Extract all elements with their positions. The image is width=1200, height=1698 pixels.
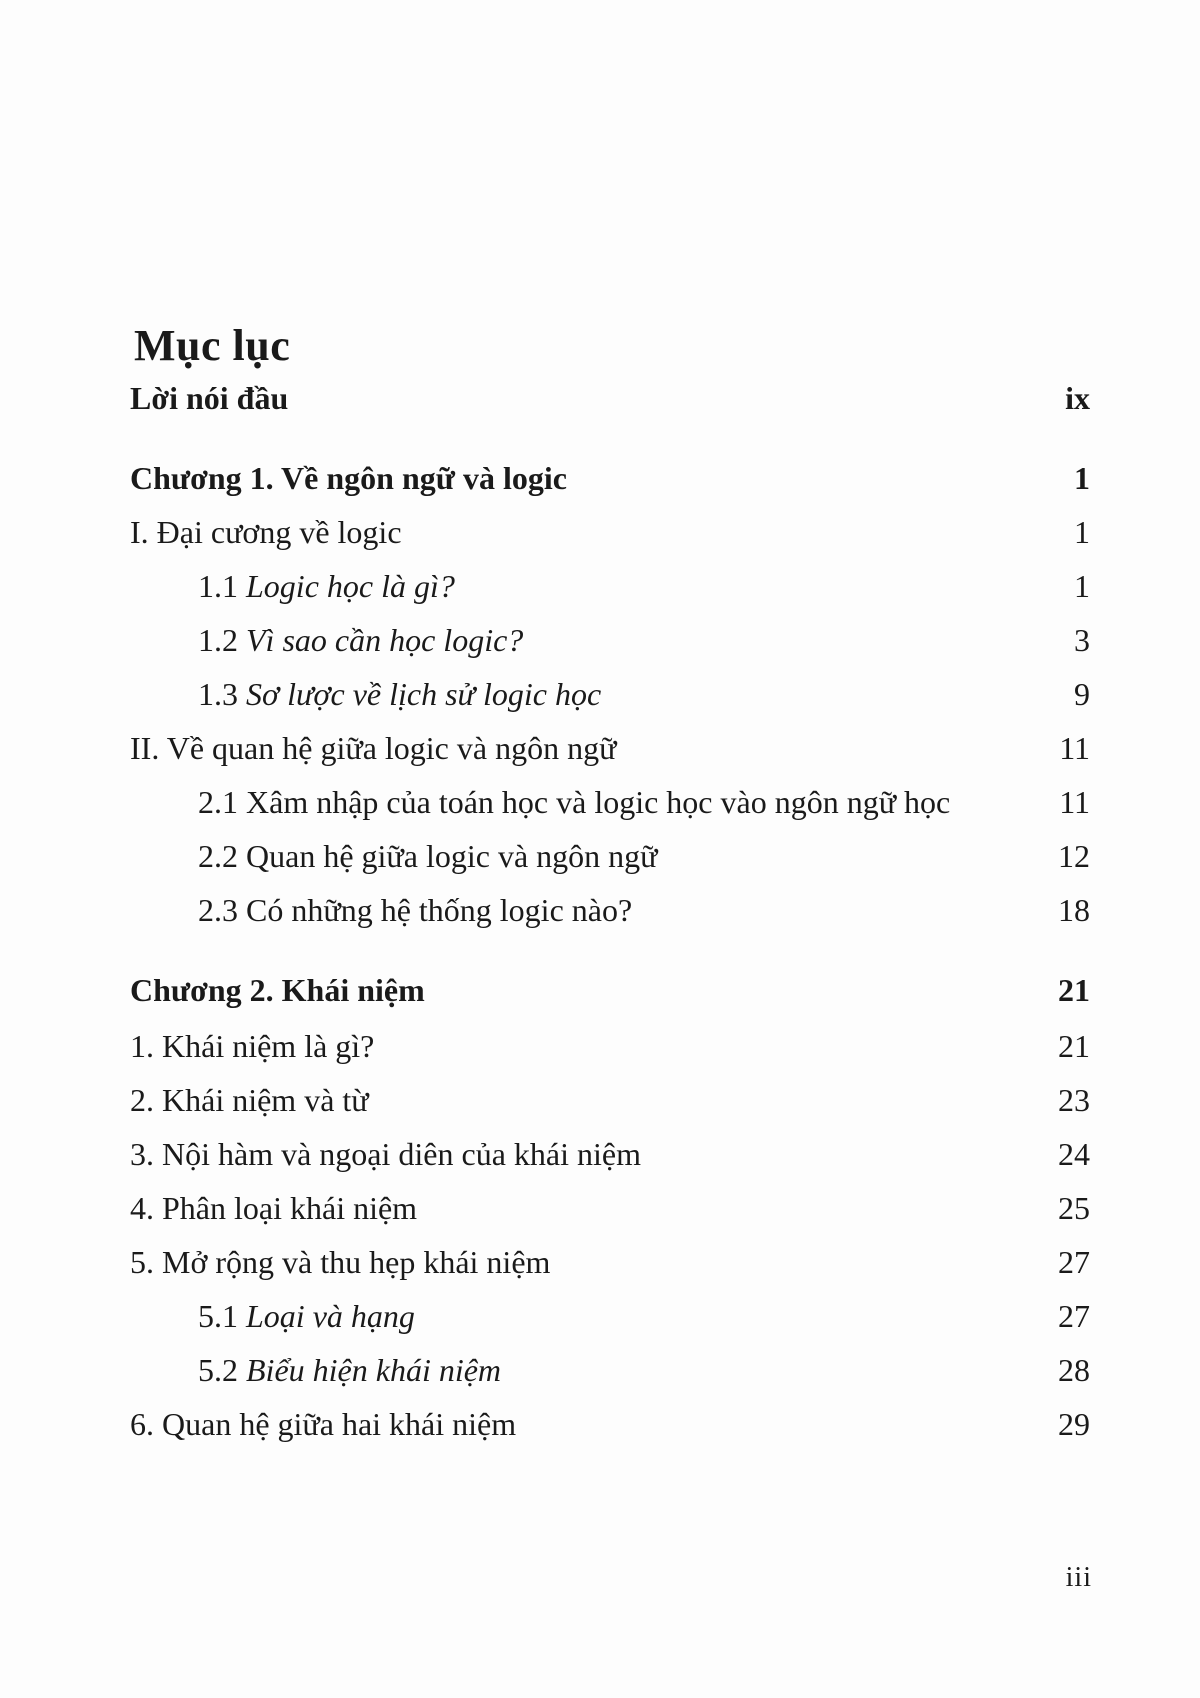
toc-entry-page: 29 xyxy=(1058,1406,1090,1442)
toc-entry-number: 1.1 xyxy=(198,568,238,604)
toc-entry-page: 28 xyxy=(1058,1352,1090,1388)
toc-entry-title: Vì sao cần học logic? xyxy=(246,622,524,658)
toc-entry-label xyxy=(198,831,657,881)
toc-entry-page: 1 xyxy=(1074,460,1090,496)
toc-entry xyxy=(130,669,1090,719)
toc-entry xyxy=(130,1075,1090,1125)
toc-entry-label: Chương 2. Khái niệm xyxy=(130,972,425,1008)
toc-entry-label xyxy=(198,561,455,611)
toc-entry-label xyxy=(198,885,632,935)
toc-entry-title: Quan hệ giữa logic và ngôn ngữ xyxy=(246,838,658,874)
toc-entry-label: Lời nói đầu xyxy=(130,380,289,416)
toc-entry-title: Logic học là gì? xyxy=(246,568,455,604)
toc-entry-page: 9 xyxy=(1074,676,1090,712)
toc-entry-label: 1. Khái niệm là gì? xyxy=(130,1028,375,1064)
toc-entry xyxy=(130,831,1090,881)
toc-entry-number: 1.2 xyxy=(198,622,238,658)
toc-entry-label: 4. Phân loại khái niệm xyxy=(130,1190,418,1226)
toc-entry-label xyxy=(198,1291,415,1341)
toc-entry-number: 2.3 xyxy=(198,892,238,928)
toc-entry-page: 3 xyxy=(1074,622,1090,658)
toc-entry-page: 18 xyxy=(1058,892,1090,928)
toc-entry xyxy=(130,373,1090,423)
toc-entry xyxy=(130,885,1090,935)
toc-entry-label xyxy=(198,669,601,719)
toc-entry xyxy=(130,1291,1090,1341)
toc-entry-label: 2. Khái niệm và từ xyxy=(130,1082,369,1118)
toc-entry-label: 6. Quan hệ giữa hai khái niệm xyxy=(130,1406,517,1442)
toc-entry-page: 11 xyxy=(1059,730,1090,766)
toc-entry-title: Xâm nhập của toán học và logic học vào ngôn ngữ học xyxy=(246,784,951,820)
toc-entry-page: 25 xyxy=(1058,1190,1090,1226)
toc-entry-number: 1.3 xyxy=(198,676,238,712)
toc-entry xyxy=(130,615,1090,665)
toc-entry-page: 24 xyxy=(1058,1136,1090,1172)
toc-entry-page: 23 xyxy=(1058,1082,1090,1118)
toc-entry-page: 1 xyxy=(1074,568,1090,604)
toc-entry-title: Sơ lược về lịch sử logic học xyxy=(246,676,602,712)
toc-entry-label: II. Về quan hệ giữa logic và ngôn ngữ xyxy=(130,730,617,766)
toc-entry-page: 1 xyxy=(1074,514,1090,550)
toc-entry xyxy=(130,453,1090,503)
toc-entry-label xyxy=(198,615,523,665)
toc-entry-title: Biểu hiện khái niệm xyxy=(246,1352,502,1388)
toc-entry-title: Có những hệ thống logic nào? xyxy=(246,892,633,928)
toc-entry-title: Loại và hạng xyxy=(246,1298,415,1334)
toc-entry xyxy=(130,723,1090,773)
toc-entry xyxy=(130,1237,1090,1287)
toc-entry xyxy=(130,1345,1090,1395)
toc-entry-label: I. Đại cương về logic xyxy=(130,514,402,550)
toc-entry-page: 12 xyxy=(1058,838,1090,874)
toc-entry-number: 2.2 xyxy=(198,838,238,874)
toc-entry xyxy=(130,777,1090,827)
toc-entry-page: 27 xyxy=(1058,1298,1090,1334)
toc-entry-number: 5.2 xyxy=(198,1352,238,1388)
toc-entry-page: 11 xyxy=(1059,784,1090,820)
toc-entry-label: 5. Mở rộng và thu hẹp khái niệm xyxy=(130,1244,551,1280)
toc-entry-number: 2.1 xyxy=(198,784,238,820)
toc-entry xyxy=(130,1129,1090,1179)
toc-entry-label xyxy=(198,777,950,827)
toc-entry-label: 3. Nội hàm và ngoại diên của khái niệm xyxy=(130,1136,641,1172)
page-number: iii xyxy=(1065,1562,1092,1593)
toc-entry-page: 27 xyxy=(1058,1244,1090,1280)
toc-entry-page: 21 xyxy=(1058,972,1090,1008)
toc-entry xyxy=(130,1021,1090,1071)
toc-entry xyxy=(130,507,1090,557)
toc-entry xyxy=(130,1399,1090,1449)
toc-entry xyxy=(130,965,1090,1015)
toc-entry-page: 21 xyxy=(1058,1028,1090,1064)
toc-entry xyxy=(130,1183,1090,1233)
toc-entry-number: 5.1 xyxy=(198,1298,238,1334)
toc-entry-label xyxy=(198,1345,501,1395)
toc-entry-page: ix xyxy=(1065,380,1090,416)
toc-entry xyxy=(130,561,1090,611)
toc-entry-label: Chương 1. Về ngôn ngữ và logic xyxy=(130,460,567,496)
page-title: Mục lục xyxy=(134,321,291,370)
